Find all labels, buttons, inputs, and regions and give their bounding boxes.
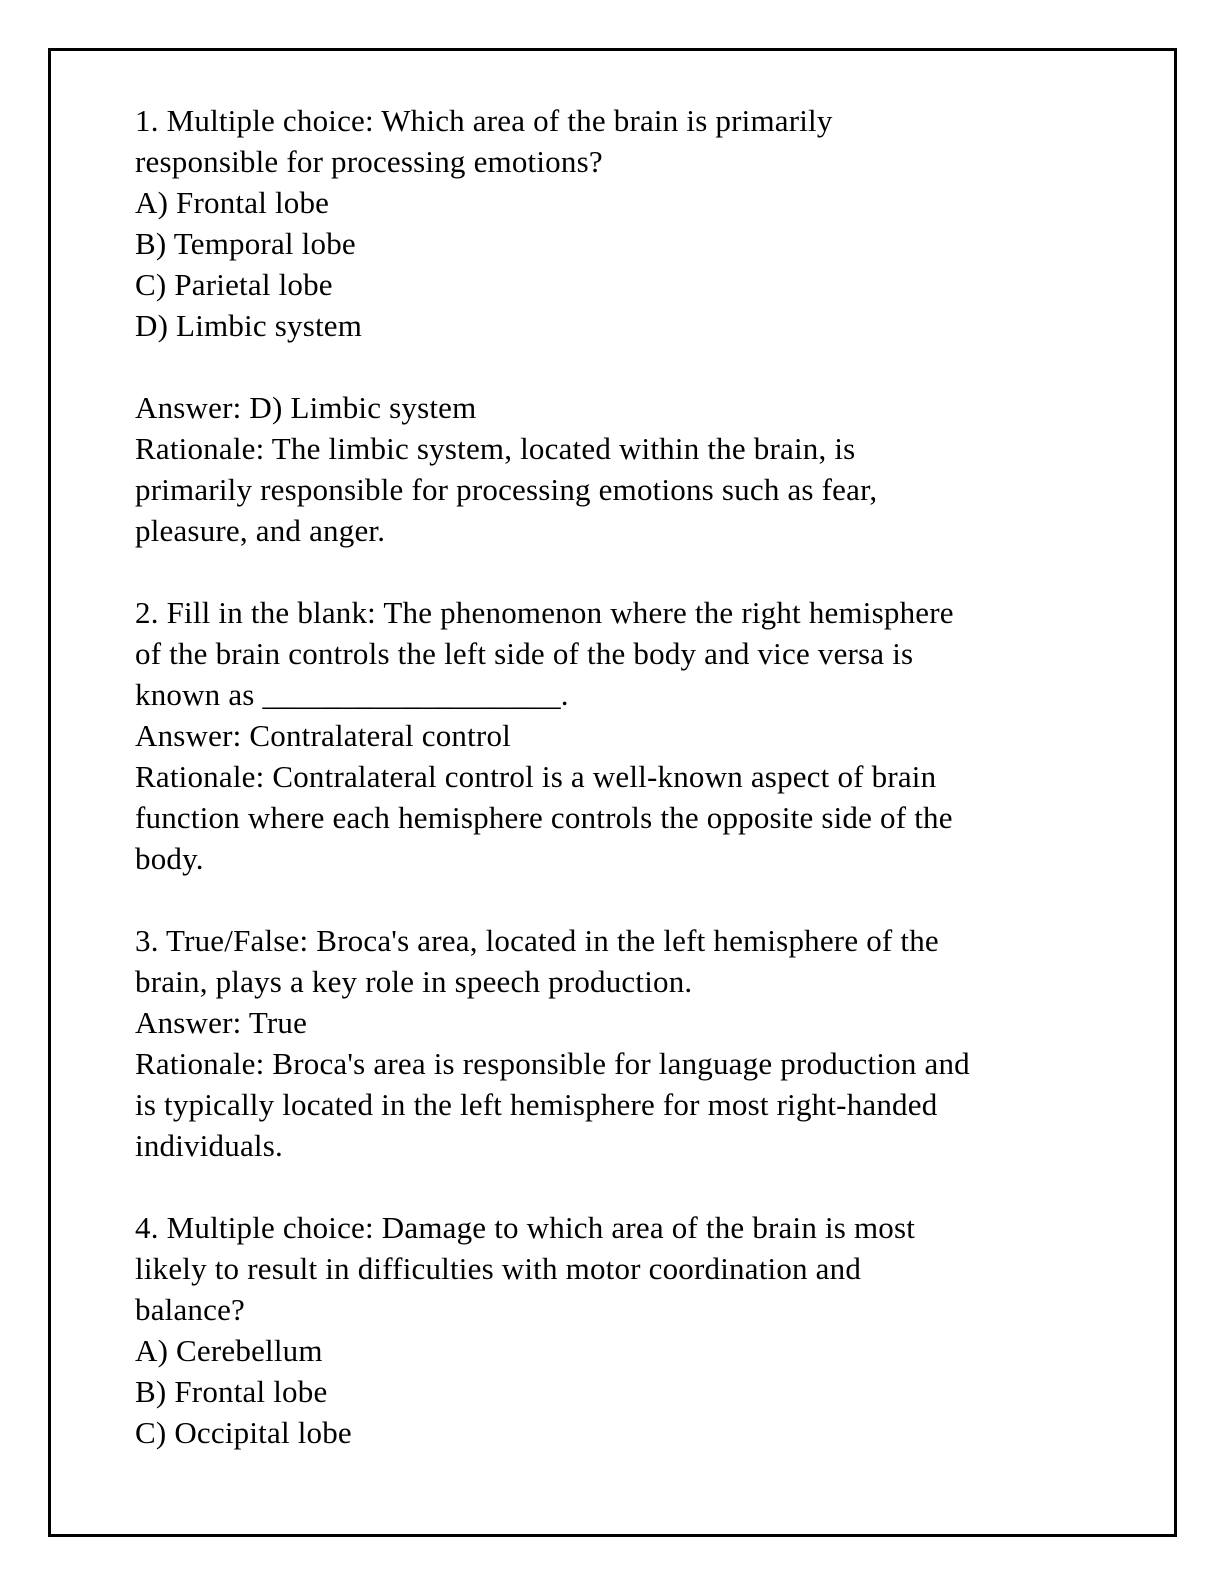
question-4-text-line: balance? [135,1292,246,1327]
question-1-option-d: D) Limbic system [135,308,363,343]
question-3-text-line: brain, plays a key role in speech production. [135,964,693,999]
question-1-option-b: B) Temporal lobe [135,226,356,261]
question-4-option-a: A) Cerebellum [135,1333,323,1368]
question-4-option-b: B) Frontal lobe [135,1374,328,1409]
document-content [135,100,1125,1453]
answer-3-rationale-line: individuals. [135,1128,283,1163]
question-4-block [135,1207,1125,1453]
answer-3-rationale-line: is typically located in the left hemisphere for most right-handed [135,1087,938,1122]
question-4-text-line: 4. Multiple choice: Damage to which area of the brain is most [135,1210,916,1245]
question-1-option-a: A) Frontal lobe [135,185,330,220]
answer-1-rationale-line: Rationale: The limbic system, located within the brain, is [135,431,856,466]
answer-1-rationale-line: pleasure, and anger. [135,513,386,548]
question-1-option-c: C) Parietal lobe [135,267,333,302]
question-2-blank-line: known as ___________________. [135,677,569,712]
answer-1-block [135,387,1125,551]
answer-2-rationale-line: function where each hemisphere controls the opposite side of the [135,800,953,835]
question-2-text-line: 2. Fill in the blank: The phenomenon where the right hemisphere [135,595,954,630]
answer-2-rationale-line: Rationale: Contralateral control is a well-known aspect of brain [135,759,937,794]
question-2-block [135,592,1125,879]
question-1-text-line: 1. Multiple choice: Which area of the brain is primarily [135,103,833,138]
answer-3-rationale-line: Rationale: Broca's area is responsible for language production and [135,1046,970,1081]
question-1-block [135,100,1125,346]
answer-3-text-line: Answer: True [135,1005,308,1040]
question-1-text-line: responsible for processing emotions? [135,144,603,179]
question-4-text-line: likely to result in difficulties with motor coordination and [135,1251,862,1286]
question-3-block [135,920,1125,1166]
answer-2-text-line: Answer: Contralateral control [135,718,511,753]
answer-1-text-line: Answer: D) Limbic system [135,390,477,425]
question-3-text-line: 3. True/False: Broca's area, located in the left hemisphere of the [135,923,939,958]
question-4-option-c: C) Occipital lobe [135,1415,352,1450]
answer-2-rationale-line: body. [135,841,204,876]
question-2-text-line: of the brain controls the left side of the body and vice versa is [135,636,914,671]
answer-1-rationale-line: primarily responsible for processing emotions such as fear, [135,472,878,507]
